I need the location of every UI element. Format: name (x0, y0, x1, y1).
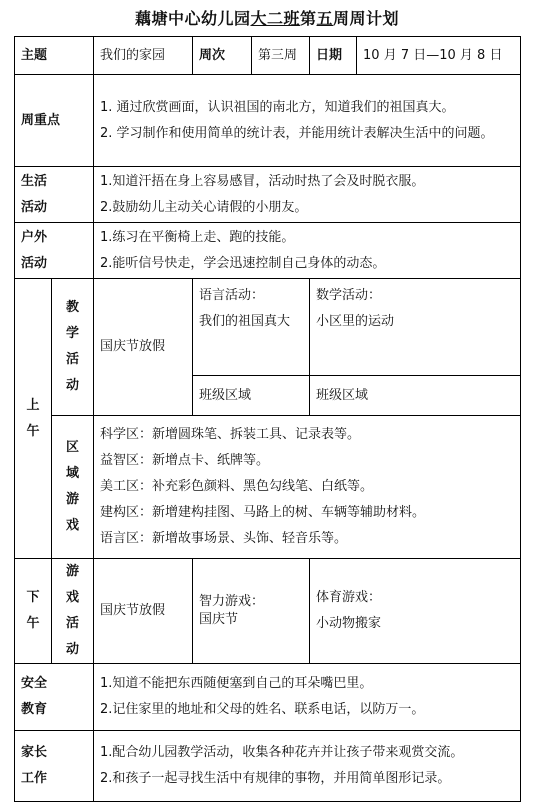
outdoor-label-line: 活动 (21, 255, 48, 271)
parents-label-line: 工作 (21, 771, 48, 786)
focus-item: 2. 学习制作和使用简单的统计表，并能用统计表解决生活中的问题。 (100, 125, 494, 141)
area-item: 益智区：新增点卡、纸牌等。 (100, 453, 270, 468)
title-suffix: 周周计划 (333, 9, 400, 28)
area-games-label-char: 域 (66, 466, 80, 481)
date-label: 日期 (310, 37, 357, 75)
teaching-label-char: 活 (66, 352, 80, 367)
parents-item: 1.配合幼儿园教学活动，收集各种花卉并让孩子带来观赏交流。 (100, 745, 464, 760)
focus-row (15, 75, 521, 167)
teaching-label-char: 学 (66, 326, 80, 341)
area-item: 语言区：新增故事场景、头饰、轻音乐等。 (100, 531, 348, 546)
morning-holiday: 国庆节放假 (94, 279, 193, 416)
afternoon-row (15, 559, 521, 664)
area-item: 美工区：补充彩色颜料、黑色勾线笔、白纸等。 (100, 479, 374, 494)
week-label: 周次 (193, 37, 252, 75)
weekly-plan-table (14, 36, 521, 802)
title-class: 大二班 (250, 9, 300, 28)
outdoor-item: 1.练习在平衡椅上走、跑的技能。 (100, 229, 295, 245)
focus-content (94, 75, 521, 167)
language-activity-title: 语言活动： (199, 288, 265, 303)
intelligence-game-name: 国庆节 (199, 612, 239, 627)
outdoor-label-line: 户外 (21, 229, 48, 245)
intelligence-game (193, 559, 310, 664)
pe-game (310, 559, 521, 664)
intelligence-game-title: 智力游戏： (199, 594, 265, 609)
life-label (15, 167, 94, 223)
teaching-label (52, 279, 94, 416)
title-school: 藕塘中心幼儿园 (134, 9, 251, 28)
area-games-label-char: 区 (66, 440, 80, 455)
teaching-label-char: 教 (66, 300, 80, 315)
life-label-line: 活动 (21, 199, 48, 215)
morning-label-line: 上 (26, 397, 40, 413)
area-games-label (52, 416, 94, 559)
parents-row (15, 731, 521, 802)
safety-row (15, 664, 521, 731)
afternoon-label-line: 下 (26, 590, 40, 605)
outdoor-content (94, 223, 521, 279)
header-row (15, 37, 521, 75)
area-games-label-char: 游 (66, 492, 80, 507)
theme-value: 我们的家园 (94, 37, 193, 75)
title-mid: 第 (299, 9, 317, 28)
morning-label (15, 279, 52, 559)
theme-label: 主题 (15, 37, 94, 75)
morning-teaching-row (15, 279, 521, 376)
life-content (94, 167, 521, 223)
outdoor-label (15, 223, 94, 279)
afternoon-holiday: 国庆节放假 (94, 559, 193, 664)
title-week-number: 五 (316, 9, 334, 28)
page-title (0, 6, 534, 29)
area-games-label-char: 戏 (66, 518, 80, 533)
safety-label-line: 安全 (21, 676, 48, 691)
life-item: 2.鼓励幼儿主动关心请假的小朋友。 (100, 199, 308, 215)
math-activity-name: 小区里的运动 (316, 314, 395, 329)
area-item: 建构区：新增建构挂图、马路上的树、车辆等辅助材料。 (100, 505, 426, 520)
parents-content (94, 731, 521, 802)
life-item: 1.知道汗捂在身上容易感冒，活动时热了会及时脱衣服。 (100, 173, 425, 189)
focus-label: 周重点 (15, 75, 94, 167)
game-activity-label-char: 戏 (66, 590, 80, 605)
class-area-2: 班级区域 (310, 376, 521, 416)
game-activity-label-char: 动 (66, 642, 80, 657)
game-activity-label (52, 559, 94, 664)
class-area-1: 班级区域 (193, 376, 310, 416)
area-games-content (94, 416, 521, 559)
language-activity-name: 我们的祖国真大 (199, 314, 291, 329)
parents-label-line: 家长 (21, 745, 48, 760)
pe-game-name: 小动物搬家 (316, 616, 382, 631)
safety-item: 1.知道不能把东西随便塞到自己的耳朵嘴巴里。 (100, 676, 373, 691)
parents-item: 2.和孩子一起寻找生活中有规律的事物，并用简单图形记录。 (100, 771, 451, 786)
pe-game-title: 体育游戏： (316, 590, 382, 605)
game-activity-label-char: 活 (66, 616, 80, 631)
week-value: 第三周 (252, 37, 310, 75)
parents-label (15, 731, 94, 802)
safety-content (94, 664, 521, 731)
safety-label-line: 教育 (21, 702, 48, 717)
outdoor-row (15, 223, 521, 279)
morning-label-line: 午 (26, 423, 40, 439)
life-label-line: 生活 (21, 173, 48, 189)
teaching-label-char: 动 (66, 378, 80, 393)
game-activity-label-char: 游 (66, 564, 80, 579)
afternoon-label (15, 559, 52, 664)
math-activity (310, 279, 521, 376)
safety-label (15, 664, 94, 731)
math-activity-title: 数学活动： (316, 288, 382, 303)
language-activity (193, 279, 310, 376)
afternoon-label-line: 午 (26, 616, 40, 631)
area-item: 科学区：新增圆珠笔、拆装工具、记录表等。 (100, 427, 361, 442)
life-row (15, 167, 521, 223)
outdoor-item: 2.能听信号快走，学会迅速控制自己身体的动态。 (100, 255, 386, 271)
area-games-row (15, 416, 521, 559)
focus-item: 1. 通过欣赏画面，认识祖国的南北方，知道我们的祖国真大。 (100, 99, 455, 115)
safety-item: 2.记住家里的地址和父母的姓名、联系电话，以防万一。 (100, 702, 425, 717)
date-value: 10 月 7 日—10 月 8 日 (357, 37, 521, 75)
